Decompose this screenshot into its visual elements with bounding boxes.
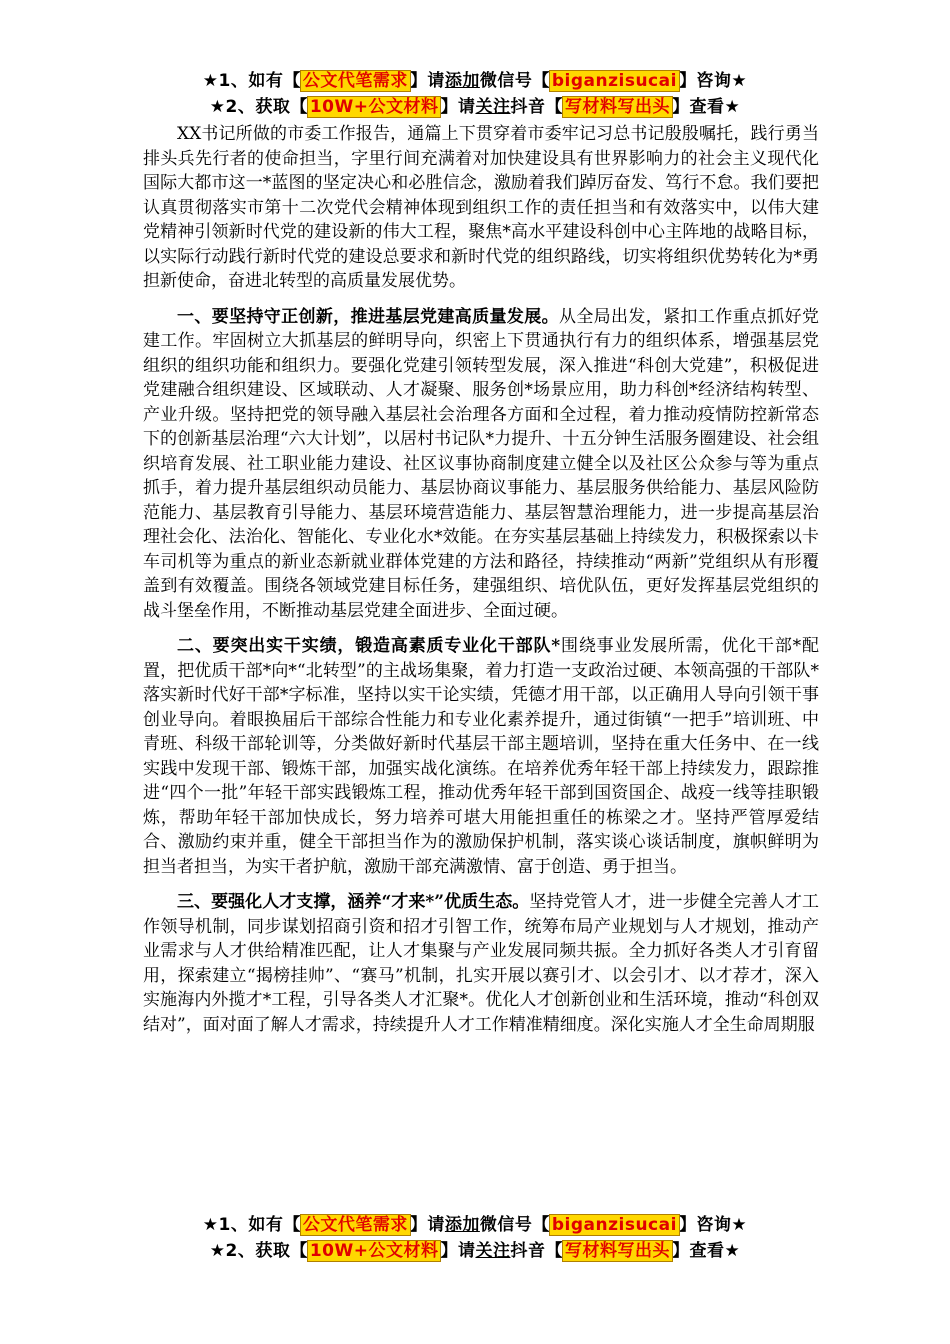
promo-banner-bottom bbox=[0, 1212, 950, 1264]
promo-text: ★2、获取【 bbox=[209, 97, 308, 117]
promo-text: 抖音【 bbox=[510, 97, 563, 117]
promo-text: 抖音【 bbox=[510, 1241, 563, 1261]
promo-text: 】查看★ bbox=[671, 97, 741, 117]
promo-line-1 bbox=[0, 68, 950, 94]
promo-underline-text: 关注 bbox=[475, 97, 511, 117]
promo-text: ★2、获取【 bbox=[209, 1241, 308, 1261]
promo-text: 】咨询★ bbox=[678, 1215, 748, 1235]
promo-text: 】请 bbox=[409, 71, 445, 91]
paragraph-text: 坚持党管人才，进一步健全完善人才工作领导机制，同步谋划招商引资和招才引智工作，统筹布局产业规划与人才规划，推动产业需求与人才供给精准匹配，让人才集聚与产业发展同频共振。全力抓好各类人才引育留用，探索建立“揭榜挂帅”、“赛马”机制，扎实开展以赛引才、以会引才、以才荐才，深入实施海内外揽才*工程，引导各类人才汇聚*。优化人才创新创业和生活环境，推动“科创双结对”，面对面了解人才需求，持续提升人才工作精准精细度。深化实施人才全生命周期服 bbox=[143, 892, 819, 1035]
paragraph-text: 围绕事业发展所需，优化干部*配置，把优质干部*向*“北转型”的主战场集聚，着力打造一支政治过硬、本领高强的干部队*落实新时代好干部*字标准，坚持以实干论实绩，凭德才用干部，以正确用人导向引领干事创业导向。着眼换届后干部综合性能力和专业化素养提升，通过街镇“一把手”培训班、中青班、科级干部轮训等，分类做好新时代基层干部主题培训，坚持在重大任务中、在一线实践中发现干部、锻炼干部，加强实战化演练。在培养优秀年轻干部上持续发力，跟踪推进“四个一批”年轻干部实践锻炼工程，推动优秀年轻干部到国资国企、战疫一线等挂职锻炼，帮助年轻干部加快成长，努力培养可堪大用能担重任的栋梁之才。坚持严管厚爱结合、激励约束并重，健全干部担当作为的激励保护机制，落实谈心谈话制度，旗帜鲜明为担当者担当，为实干者护航，激励干部充满激情、富于创造、勇于担当。 bbox=[143, 636, 820, 877]
promo-underline-text: 添加 bbox=[444, 1215, 480, 1235]
paragraph-section-1 bbox=[143, 305, 819, 624]
promo-highlight: 公文代笔需求 bbox=[302, 71, 408, 91]
promo-line-2 bbox=[0, 1238, 950, 1264]
promo-underline-text: 添加 bbox=[444, 71, 480, 91]
promo-underline-text: 关注 bbox=[475, 1241, 511, 1261]
promo-line-1 bbox=[0, 1212, 950, 1238]
section-heading: 三、要强化人才支撑，涵养“才来*”优质生态。 bbox=[177, 892, 530, 912]
promo-highlight: 写材料写出头 bbox=[564, 1241, 670, 1261]
promo-text: 】请 bbox=[440, 1241, 476, 1261]
promo-text: ★1、如有【 bbox=[202, 1215, 301, 1235]
promo-banner-top bbox=[0, 68, 950, 120]
promo-highlight: biganzisucai bbox=[551, 1215, 677, 1235]
paragraph-section-3 bbox=[143, 890, 819, 1037]
paragraph-text: XX书记所做的市委工作报告，通篇上下贯穿着市委牢记习总书记殷殷嘱托，践行勇当排头兵先行者的使命担当，字里行间充满着对加快建设具有世界影响力的社会主义现代化国际大都市这一*蓝图的坚定决心和必胜信念，激励着我们踔厉奋发、笃行不怠。我们要把认真贯彻落实市第十二次党代会精神体现到组织工作的责任担当和有效落实中，以伟大建党精神引领新时代党的建设新的伟大工程，聚焦*高水平建设科创中心主阵地的战略目标，以实际行动践行新时代党的建设总要求和新时代党的组织路线，切实将组织优势转化为*勇担新使命，奋进北转型的高质量发展优势。 bbox=[143, 124, 819, 291]
promo-highlight: biganzisucai bbox=[551, 71, 677, 91]
promo-text: 】请 bbox=[440, 97, 476, 117]
promo-text: 】查看★ bbox=[671, 1241, 741, 1261]
section-heading: 二、要突出实干实绩，锻造高素质专业化干部队* bbox=[177, 636, 561, 656]
document-body bbox=[143, 122, 819, 1048]
paragraph-section-2 bbox=[143, 634, 819, 879]
promo-line-2 bbox=[0, 94, 950, 120]
promo-text: 】咨询★ bbox=[678, 71, 748, 91]
paragraph-intro bbox=[143, 122, 819, 294]
promo-text: 微信号【 bbox=[479, 71, 550, 91]
section-heading: 一、要坚持守正创新，推进基层党建高质量发展。 bbox=[177, 306, 559, 327]
promo-highlight: 10W+公文材料 bbox=[309, 97, 439, 117]
promo-text: ★1、如有【 bbox=[202, 71, 301, 91]
promo-highlight: 写材料写出头 bbox=[564, 97, 670, 117]
paragraph-text: 从全局出发，紧扣工作重点抓好党建工作。牢固树立大抓基层的鲜明导向，织密上下贯通执行有力的组织体系，增强基层党组织的组织功能和组织力。要强化党建引领转型发展，深入推进“科创大党建”，积极促进党建融合组织建设、区域联动、人才凝聚、服务创*场景应用，助力科创*经济结构转型、产业升级。坚持把党的领导融入基层社会治理各方面和全过程，着力推动疫情防控新常态下的创新基层治理“六大计划”，以居村书记队*力提升、十五分钟生活服务圈建设、社会组织培育发展、社工职业能力建设、社区议事协商制度建立健全以及社区公众参与等为重点抓手，着力提升基层组织动员能力、基层协商议事能力、基层服务供给能力、基层风险防范能力、基层教育引导能力、基层环境营造能力、基层智慧治理能力，进一步提高基层治理社会化、法治化、智能化、专业化水*效能。在夯实基层基础上持续发力，积极探索以卡车司机等为重点的新业态新就业群体党建的方法和路径，持续推动“两新”党组织从有形覆盖到有效覆盖。围绕各领域党建目标任务，建强组织、培优队伍，更好发挥基层党组织的战斗堡垒作用，不断推动基层党建全面进步、全面过硬。 bbox=[143, 306, 820, 621]
promo-text: 微信号【 bbox=[479, 1215, 550, 1235]
promo-highlight: 10W+公文材料 bbox=[309, 1241, 439, 1261]
promo-text: 】请 bbox=[409, 1215, 445, 1235]
promo-highlight: 公文代笔需求 bbox=[302, 1215, 408, 1235]
